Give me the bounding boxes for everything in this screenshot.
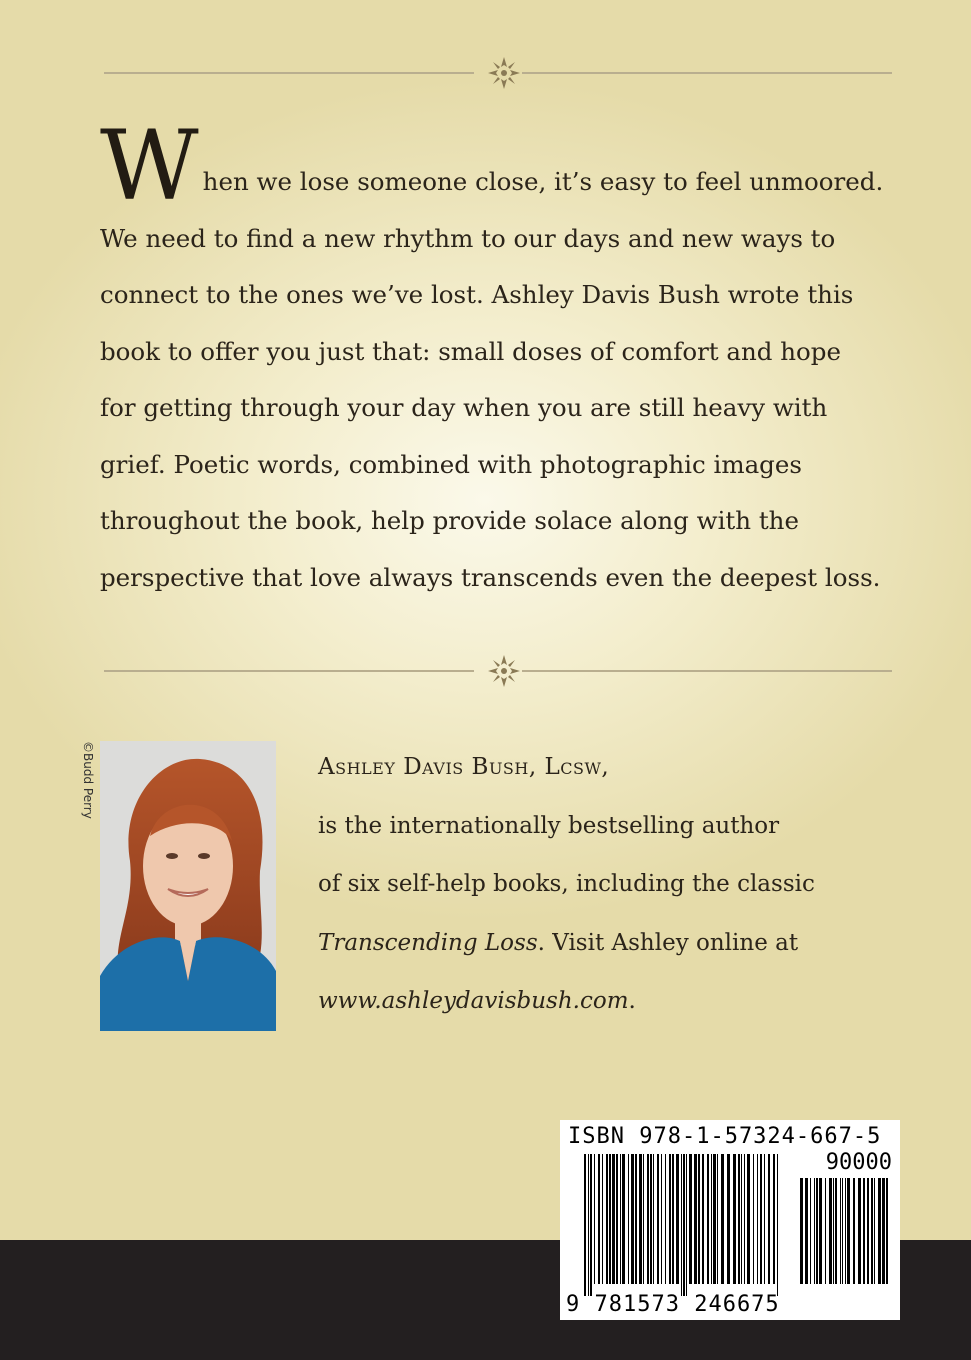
- photo-credit: ©Budd Perry: [81, 741, 95, 819]
- addon-barcode-bars-icon: [800, 1178, 892, 1296]
- blurb-line-3: connect to the ones we’ve lost. Ashley Davis Bush wrote this: [100, 280, 854, 309]
- divider-line-left: [104, 670, 474, 672]
- website-link[interactable]: www.ashleydavisbush.com: [318, 988, 629, 1014]
- author-photo: [100, 741, 276, 1031]
- divider-line-left: [104, 72, 474, 74]
- isbn-barcode: [560, 1120, 900, 1320]
- middle-divider: [104, 659, 892, 683]
- isbn-number: ISBN 978-1-57324-667-5: [568, 1124, 882, 1149]
- author-bio: [318, 738, 878, 1031]
- blurb-line-4: book to offer you just that: small doses of comfort and hope: [100, 336, 841, 366]
- blurb: [100, 110, 900, 606]
- bio-line-4: [318, 914, 878, 973]
- price-code: 90000: [825, 1150, 892, 1175]
- bio-line-3: of six self-help books, including the classic: [318, 871, 815, 897]
- barcode-bars-icon: [584, 1154, 784, 1296]
- blurb-line-6: grief. Poetic words, combined with photographic images: [100, 449, 802, 479]
- drop-cap: W: [100, 110, 199, 222]
- bio-line-5: www.ashleydavisbush.com.: [318, 988, 636, 1014]
- blurb-line-5: for getting through your day when you are still heavy with: [100, 393, 828, 422]
- blurb-line-7: throughout the book, help provide solace along with the: [100, 506, 799, 535]
- ean-digits: 9 781573 246675: [566, 1292, 780, 1317]
- blurb-line-1: hen we lose someone close, it’s easy to feel unmoored.: [202, 167, 884, 196]
- blurb-line-8: perspective that love always transcends even the deepest loss.: [100, 562, 881, 592]
- ornament-icon: [486, 55, 522, 91]
- divider-line-right: [522, 72, 892, 74]
- author-name: Ashley Davis Bush, Lcsw,: [318, 754, 610, 780]
- ornament-icon: [486, 653, 522, 689]
- top-divider: [104, 61, 892, 85]
- divider-line-right: [522, 670, 892, 672]
- book-title: Transcending Loss: [318, 929, 538, 956]
- author-portrait-image: [100, 741, 276, 1031]
- bio-line-2: is the internationally bestselling author: [318, 812, 780, 839]
- blurb-line-2: We need to find a new rhythm to our days and new ways to: [100, 223, 836, 253]
- bio-line-4-rest: . Visit Ashley online at: [537, 929, 799, 956]
